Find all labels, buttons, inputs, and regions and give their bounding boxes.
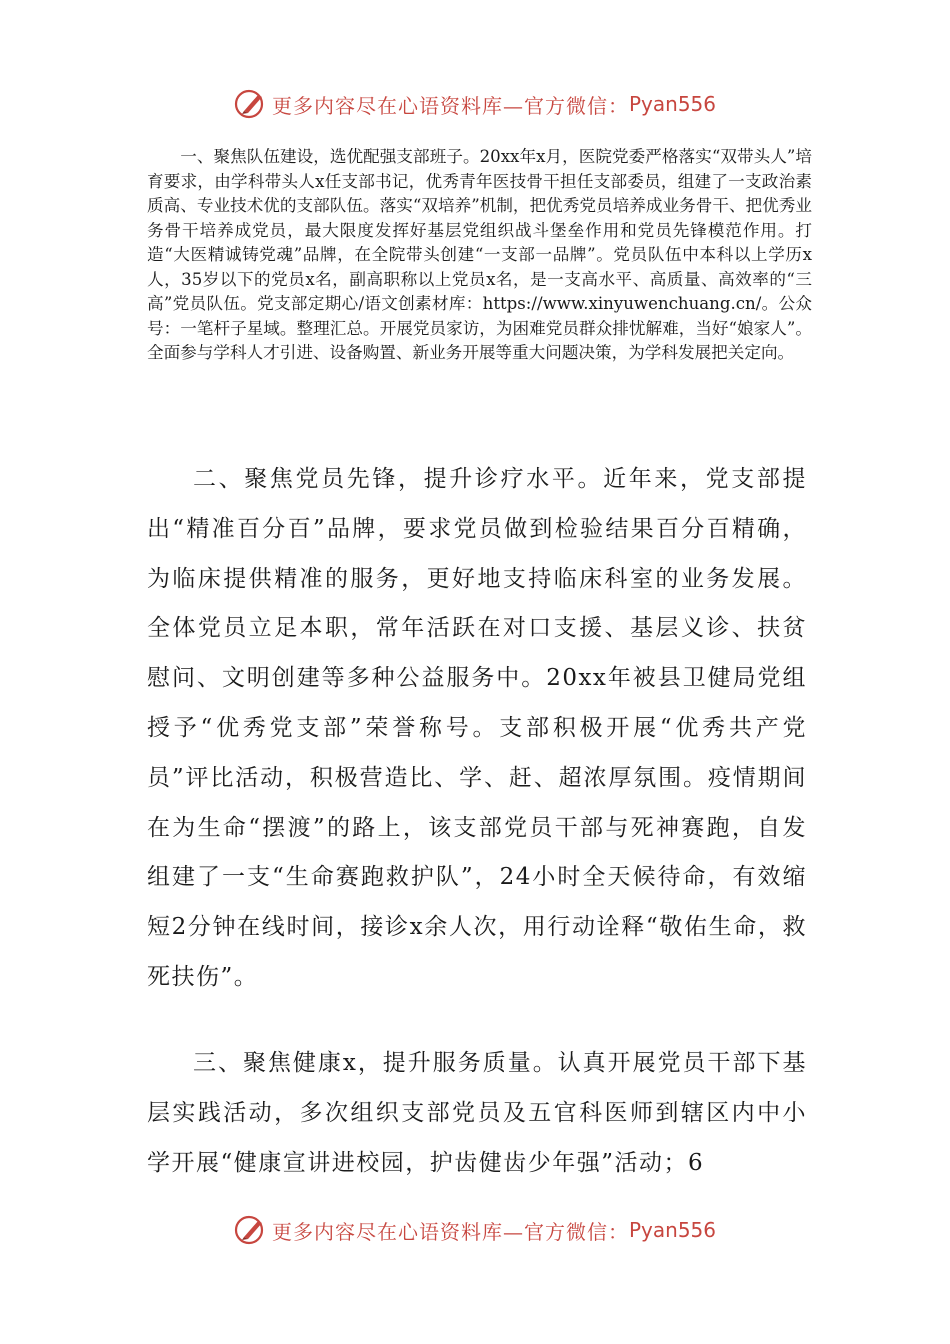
header-banner (0, 84, 950, 124)
banner-handle: Pyan556 (628, 92, 716, 116)
banner-text: 更多内容尽在心语资料库—官方微信： (271, 93, 629, 118)
footer-banner (0, 1210, 950, 1250)
pen-logo-icon (234, 1213, 268, 1247)
banner-text: 更多内容尽在心语资料库—官方微信： (271, 1219, 629, 1244)
banner-handle: Pyan556 (628, 1218, 716, 1242)
paragraph-2: 二、聚焦党员先锋，提升诊疗水平。近年来，党支部提出“精准百分百”品牌，要求党员做到检验结果百分百精确，为临床提供精准的服务，更好地支持临床科室的业务发展。全体党员立足本职，常年活跃在对口支援、基层义诊、扶贫慰问、文明创建等多种公益服务中。20xx年被县卫健局党组授予“优秀党支部”荣誉称号。支部积极开展“优秀共产党员”评比活动，积极营造比、学、赶、超浓厚氛围。疫情期间在为生命“摆渡”的路上，该支部党员干部与死神赛跑，自发组建了一支“生命赛跑救护队”，24小时全天候待命，有效缩短2分钟在线时间，接诊x余人次，用行动诠释“敬佑生命，救死扶伤”。 (147, 466, 807, 990)
paragraph-1: 一、聚焦队伍建设，选优配强支部班子。20xx年x月，医院党委严格落实“双带头人”培育要求，由学科带头人x任支部书记，优秀青年医技骨干担任支部委员，组建了一支政治素质高、专业技术优的支部队伍。落实“双培养”机制，把优秀党员培养成业务骨干、把优秀业务骨干培养成党员，最大限度发挥好基层党组织战斗堡垒作用和党员先锋模范作用。打造“大医精诚铸党魂”品牌，在全院带头创建“一支部一品牌”。党员队伍中本科以上学历x人，35岁以下的党员x名，副高职称以上党员x名，是一支高水平、高质量、高效率的“三高”党员队伍。党支部定期心/语文创素材库：https://www.xinyuwenchuang.cn/。公众号：一笔杆子星域。整理汇总。开展党员家访，为困难党员群众排忧解难，当好“娘家人”。全面参与学科人才引进、设备购置、新业务开展等重大问题决策，为学科发展把关定向。 (147, 147, 812, 362)
pen-logo-icon (234, 87, 268, 121)
paragraph-3: 三、聚焦健康x，提升服务质量。认真开展党员干部下基层实践活动，多次组织支部党员及五官科医师到辖区内中小学开展“健康宣讲进校园，护齿健齿少年强”活动；6 (147, 1050, 807, 1176)
